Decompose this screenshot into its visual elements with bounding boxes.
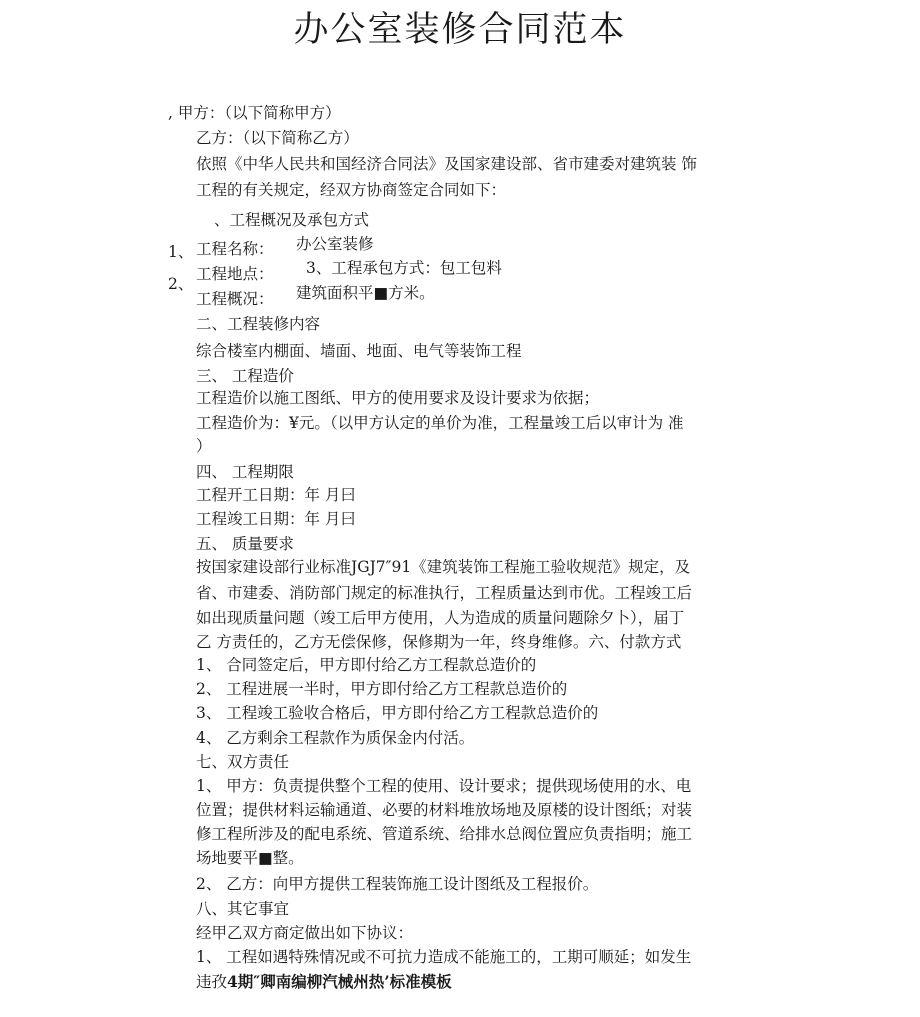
section7-a-line-3: 修工程所涉及的配电系统、管道系统、给排水总阀位置应负责指明；施工 — [196, 825, 693, 843]
section3-line-3: ） — [196, 437, 212, 455]
project-name-value: 办公室装修 — [296, 235, 374, 253]
section2-heading: 二、工程装修内容 — [196, 315, 321, 333]
section2-content: 综合楼室内棚面、墙面、地面、电气等装饰工程 — [196, 342, 522, 360]
section5-line-3: 如出现质量问题（竣工后甲方使用，人为造成的质量问题除夕卜），届丁 — [196, 609, 685, 627]
payment-item-1: 1、 合同签定后，甲方即付给乙方工程款总造价的 — [196, 656, 537, 674]
section5-heading: 五、 质量要求 — [196, 535, 294, 553]
section7-a-line-4: 场地要平■整。 — [196, 849, 304, 867]
section8-line-3-normal: 违孜 — [196, 973, 228, 991]
project-overview-label: 工程概况： — [196, 290, 274, 308]
section7-a-line-1: 1、 甲方：负责提供整个工程的使用、设计要求；提供现场使用的水、电 — [196, 777, 692, 795]
section7-a-line-2: 位置；提供材料运输通道、必要的材料堆放场地及原楼的设计图纸；对装 — [196, 801, 693, 819]
section5-line-4: 乙 方责任的，乙方无偿保修，保修期为一年，终身维修。六、付款方式 — [196, 633, 682, 651]
payment-item-4: 4、 乙方剩余工程款作为质保金内付活。 — [196, 729, 475, 747]
section4-heading: 四、 工程期限 — [196, 463, 294, 481]
section5-line-1: 按国家建设部行业标准JGJ7″91《建筑装饰工程施工验收规范》规定，及 — [196, 558, 691, 576]
section1-num-1: 1、 — [168, 243, 194, 261]
project-overview-value: 建筑面积平■方米。 — [296, 284, 435, 302]
section3-line-2: 工程造价为：¥元。（以甲方认定的单价为准，工程量竣工后以审计为 准 — [196, 414, 684, 432]
section8-line-2: 1、 工程如遇特殊情况或不可抗力造成不能施工的，工期可顺延；如发生 — [196, 948, 692, 966]
section8-line-1: 经甲乙双方商定做出如下协议： — [196, 924, 414, 942]
intro-line-2: 工程的有关规定，经双方协商签定合同如下： — [196, 181, 507, 199]
party-b-line: 乙方：（以下简称乙方） — [196, 129, 359, 147]
section1-heading: 、工程概况及承包方式 — [214, 211, 370, 229]
payment-item-3: 3、 工程竣工验收合格后，甲方即付给乙方工程款总造价的 — [196, 704, 599, 722]
section7-b-line-1: 2、 乙方：向甲方提供工程装饰施工设计图纸及工程报价。 — [196, 875, 599, 893]
contract-mode: 3、工程承包方式：包工包料 — [306, 259, 502, 277]
payment-item-2: 2、 工程进展一半时，甲方即付给乙方工程款总造价的 — [196, 680, 568, 698]
section7-heading: 七、双方责任 — [196, 753, 290, 771]
section8-line-3-bold: 4期″卿南编柳汽械州热’标准模板 — [227, 972, 452, 991]
section3-line-1: 工程造价以施工图纸、甲方的使用要求及设计要求为依据； — [196, 389, 600, 407]
party-a-line: , 甲方：（以下简称甲方） — [168, 104, 341, 122]
section8-line-3 — [196, 972, 452, 992]
start-date: 工程开工日期：年 月曰 — [196, 486, 356, 504]
end-date: 工程竣工日期：年 月曰 — [196, 510, 356, 528]
intro-line-1: 依照《中华人民共和国经济合同法》及国家建设部、省市建委对建筑装 饰 — [196, 155, 697, 173]
project-name-label: 工程名称： — [196, 240, 274, 258]
page-title: 办公室装修合同范本 — [293, 10, 627, 50]
section8-heading: 八、其它事宜 — [196, 900, 290, 918]
section3-heading: 三、 工程造价 — [196, 367, 294, 385]
section5-line-2: 省、市建委、消防部门规定的标准执行，工程质量达到市优。工程竣工后 — [196, 584, 693, 602]
project-location-label: 工程地点： — [196, 265, 274, 283]
section1-num-2: 2、 — [168, 275, 194, 293]
